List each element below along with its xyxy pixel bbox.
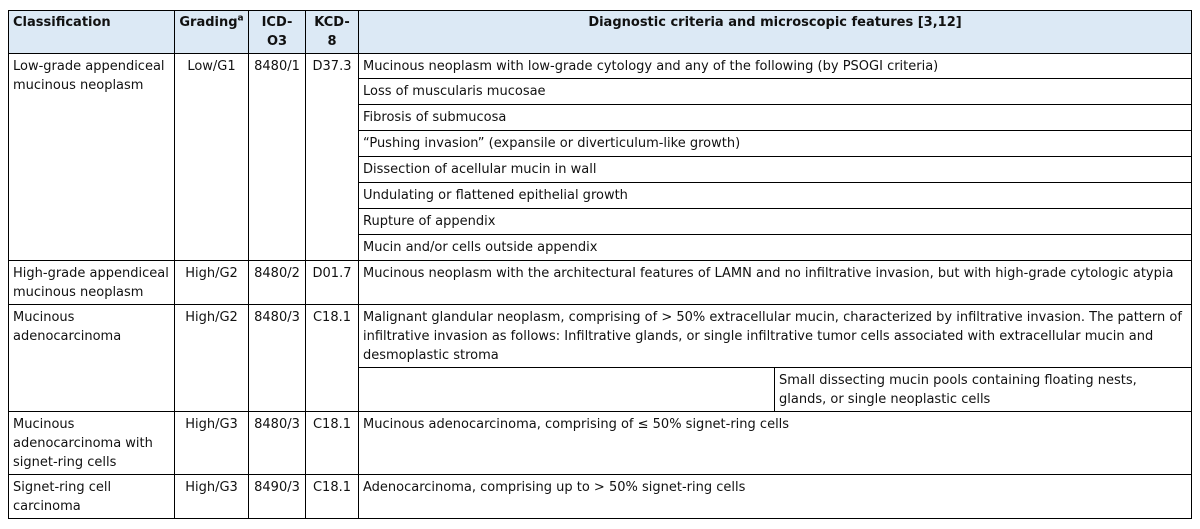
cell-grading: Low/G1 bbox=[175, 54, 249, 261]
cell-criteria: Mucinous neoplasm with low-grade cytology and any of the following (by PSOGI criteria) bbox=[359, 54, 1192, 79]
cell-kcd: D01.7 bbox=[306, 261, 359, 305]
cell-kcd: C18.1 bbox=[306, 475, 359, 519]
cell-grading: High/G3 bbox=[175, 412, 249, 475]
cell-icd: 8480/3 bbox=[249, 305, 306, 412]
cell-classification: Low-grade appendiceal mucinous neoplasm bbox=[9, 54, 175, 261]
classification-table-container bbox=[8, 10, 1192, 519]
cell-classification: Mucinous adenocarcinoma with signet-ring cells bbox=[9, 412, 175, 475]
cell-classification: High-grade appendiceal mucinous neoplasm bbox=[9, 261, 175, 305]
header-grading bbox=[175, 11, 249, 54]
header-row bbox=[9, 11, 1192, 54]
cell-icd: 8480/1 bbox=[249, 54, 306, 261]
cell-criteria: Undulating or flattened epithelial growth bbox=[359, 183, 1192, 209]
header-criteria: Diagnostic criteria and microscopic features [3,12] bbox=[359, 11, 1192, 54]
cell-kcd: C18.1 bbox=[306, 412, 359, 475]
cell-kcd: D37.3 bbox=[306, 54, 359, 261]
cell-classification: Mucinous adenocarcinoma bbox=[9, 305, 175, 412]
cell-grading: High/G2 bbox=[175, 305, 249, 412]
table-row bbox=[9, 54, 1192, 79]
header-icd: ICD-O3 bbox=[249, 11, 306, 54]
cell-icd: 8490/3 bbox=[249, 475, 306, 519]
classification-table bbox=[8, 10, 1192, 519]
cell-classification: Signet-ring cell carcinoma bbox=[9, 475, 175, 519]
table-row bbox=[9, 261, 1192, 305]
cell-subcriteria: Small dissecting mucin pools containing floating nests, glands, or single neoplastic cells bbox=[775, 368, 1192, 412]
cell-kcd: C18.1 bbox=[306, 305, 359, 412]
cell-criteria: Fibrosis of submucosa bbox=[359, 105, 1192, 131]
cell-criteria: Malignant glandular neoplasm, comprising of > 50% extracellular mucin, characterized by infiltrative invasion. The pattern of infiltrative invasion as follows: Infiltrative glands, or single infiltrative tumor cells associated with extracellular mucin and desmoplastic stroma bbox=[359, 305, 1192, 368]
cell-grading: High/G3 bbox=[175, 475, 249, 519]
cell-criteria: Mucinous adenocarcinoma, comprising of ≤ 50% signet-ring cells bbox=[359, 412, 1192, 475]
header-grading-footnote: a bbox=[237, 13, 244, 24]
cell-empty bbox=[359, 368, 775, 412]
header-kcd: KCD-8 bbox=[306, 11, 359, 54]
cell-criteria: Mucin and/or cells outside appendix bbox=[359, 235, 1192, 261]
header-classification: Classification bbox=[9, 11, 175, 54]
header-grading-label: Grading bbox=[179, 15, 238, 30]
cell-criteria: Dissection of acellular mucin in wall bbox=[359, 157, 1192, 183]
cell-criteria: “Pushing invasion” (expansile or diverticulum-like growth) bbox=[359, 131, 1192, 157]
cell-icd: 8480/3 bbox=[249, 412, 306, 475]
cell-icd: 8480/2 bbox=[249, 261, 306, 305]
cell-criteria: Rupture of appendix bbox=[359, 209, 1192, 235]
table-row bbox=[9, 305, 1192, 368]
table-row bbox=[9, 412, 1192, 475]
cell-criteria: Loss of muscularis mucosae bbox=[359, 79, 1192, 105]
table-row bbox=[9, 475, 1192, 519]
cell-criteria: Mucinous neoplasm with the architectural features of LAMN and no infiltrative invasion, but with high-grade cytologic atypia bbox=[359, 261, 1192, 305]
cell-grading: High/G2 bbox=[175, 261, 249, 305]
cell-criteria: Adenocarcinoma, comprising up to > 50% signet-ring cells bbox=[359, 475, 1192, 519]
